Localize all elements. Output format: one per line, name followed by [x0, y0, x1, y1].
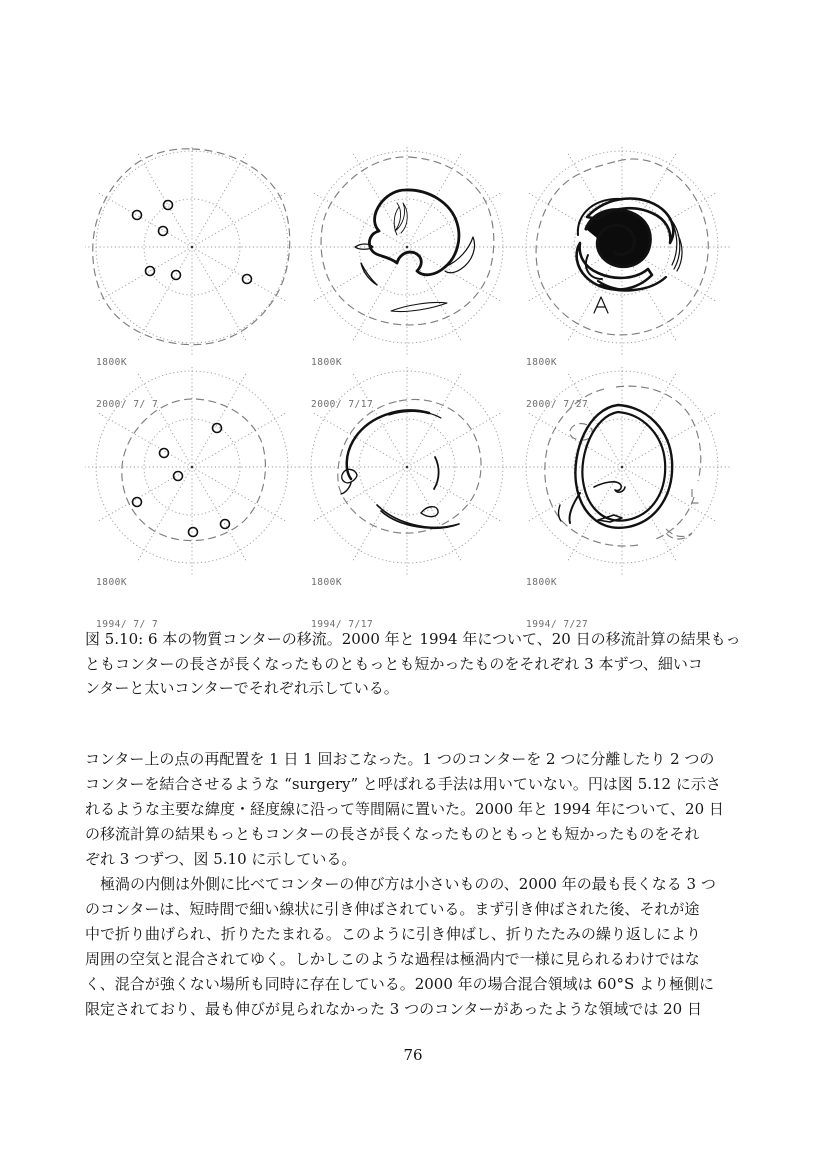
panel-date-label: 2000/ 7/27 [526, 399, 589, 410]
caption-line: ンターと太いコンターでそれぞれ示している。 [85, 679, 399, 697]
panel-level-label: 1800K [526, 357, 558, 368]
panel-date-label: 1994/ 7/ 7 [96, 619, 159, 630]
panel-level-label: 1800K [96, 357, 128, 368]
body-text [85, 747, 749, 1022]
body-line: く、混合が強くない場所も同時に存在している。2000 年の場合混合領域は 60°S より極側に [85, 975, 715, 993]
body-line: 周囲の空気と混合されてゆく。しかしこのような過程は極渦内で一様に見られるわけではな [85, 950, 700, 968]
body-line: コンターを結合させるような “surgery” と呼ばれる手法は用いていない。円は図 5.12 に示さ [85, 775, 721, 793]
body-line: の移流計算の結果もっともコンターの長さが長くなったものともっとも短かったものをそれ [85, 825, 700, 843]
body-line: 極渦の内側は外側に比べてコンターの伸び方は小さいものの、2000 年の最も長くなる 3 つ [85, 875, 716, 893]
caption-line: ともコンターの長さが長くなったものともっとも短かったものをそれぞれ 3 本ずつ、細いコ [85, 654, 703, 673]
body-line: のコンターは、短時間で細い線状に引き伸ばされている。まず引き伸ばされた後、それが途 [85, 900, 700, 918]
figure-5-10 [85, 145, 730, 630]
panel-level-label: 1800K [96, 577, 128, 588]
polar-plot-2000-07-17 [300, 145, 515, 410]
body-line: 限定されており、最も伸びが見られなかった 3 つのコンターがあったような領域では 20 日 [85, 1000, 702, 1018]
polar-plot-2000-07-07 [85, 145, 300, 410]
polar-plot-1994-07-27 [515, 365, 730, 630]
polar-plot-2000-07-27 [515, 145, 730, 410]
figure-caption [85, 627, 747, 701]
panel-level-label: 1800K [526, 577, 558, 588]
panel-date-label: 2000/ 7/17 [311, 399, 374, 410]
panel-date-label: 2000/ 7/ 7 [96, 399, 159, 410]
panel-date-label: 1994/ 7/17 [311, 619, 374, 630]
body-line: ぞれ 3 つずつ、図 5.10 に示している。 [85, 850, 357, 868]
panel-date-label: 1994/ 7/27 [526, 619, 589, 630]
body-line: コンター上の点の再配置を 1 日 1 回おこなった。1 つのコンターを 2 つに分離したり 2 つの [85, 750, 715, 768]
caption-line: 図 5.10: 6 本の物質コンターの移流。2000 年と 1994 年について、20 日の移流計算の結果もっ [85, 630, 741, 648]
page-number: 76 [403, 1046, 423, 1064]
body-line: 中で折り曲げられ、折りたたまれる。このように引き伸ばし、折りたたみの繰り返しにより [85, 925, 701, 943]
panel-level-label: 1800K [311, 357, 343, 368]
panel-level-label: 1800K [311, 577, 343, 588]
polar-plot-1994-07-07 [85, 365, 300, 630]
polar-plot-1994-07-17 [300, 365, 515, 630]
body-line: れるような主要な緯度・経度線に沿って等間隔に置いた。2000 年と 1994 年について、20 日 [85, 800, 724, 818]
